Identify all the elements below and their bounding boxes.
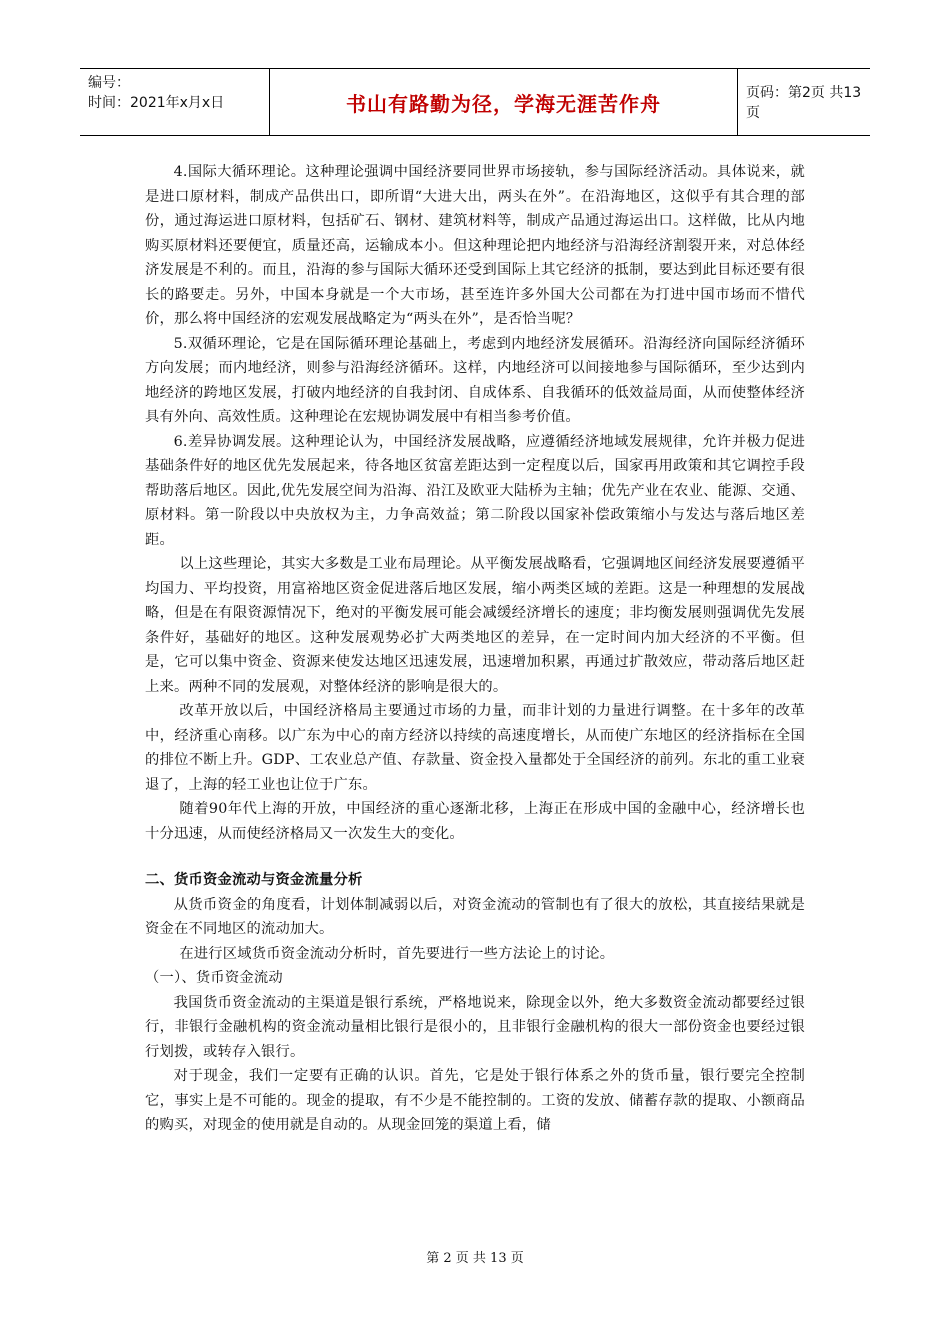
number-label: 编号： [88,75,130,91]
paragraph-international-cycle: 4.国际大循环理论。这种理论强调中国经济要同世界市场接轨，参与国际经济活动。具体说来，就是进口原材料，制成产品供出口，即所谓“大进大出，两头在外”。在沿海地区，这似乎有其合理的部份，通过海运进口原材料，包括矿石、钢材、建筑材料等，制成产品通过海运出口。这样做，比从内地购买原材料还要便宜，质量还高，运输成本小。但这种理论把内地经济与沿海经济割裂开来，对总体经济发展是不利的。而且，沿海的参与国际大循环还受到国际上其它经济的抵制，要达到此目标还要有很长的路要走。另外，中国本身就是一个大市场，甚至连许多外国大公司都在为打进中国市场而不惜代价，那么将中国经济的宏观发展战略定为“两头在外”，是否恰当呢？ [145,164,805,327]
paragraph-shanghai-opening: 随着90年代上海的开放，中国经济的重心逐渐北移，上海正在形成中国的金融中心，经济增长也十分迅速，从而使经济格局又一次发生大的变化。 [145,801,805,842]
paragraph-cash: 对于现金，我们一定要有正确的认识。首先，它是处于银行体系之外的货币量，银行要完全控制它，事实上是不可能的。现金的提取，有不少是不能控制的。工资的发放、储蓄存款的提取、小额商品的购买，对现金的使用就是自动的。从现金回笼的渠道上看，储 [145,1068,805,1133]
motto-text: 书山有路勤为径，学海无涯苦作舟 [346,91,661,116]
page-header [80,68,870,136]
paragraph-methodology: 在进行区域货币资金流动分析时，首先要进行一些方法论上的讨论。 [179,945,615,962]
header-meta [80,69,270,135]
paragraph-dual-cycle: 5.双循环理论，它是在国际循环理论基础上，考虑到内地经济发展循环。沿海经济向国际经济循环方向发展；而内地经济，则参与沿海经济循环。这样，内地经济可以间接地参与国际循环，至少达到内地经济的跨地区发展，打破内地经济的自我封闭、自成体系、自我循环的低效益局面，从而使整体经济具有外向、高效性质。这种理论在宏规协调发展中有相当参考价值。 [145,335,805,425]
section-title: 二、货币资金流动与资金流量分析 [145,872,363,888]
paragraph-capital-flow-intro: 从货币资金的角度看，计划体制减弱以后，对资金流动的管制也有了很大的放松，其直接结果就是资金在不同地区的流动加大。 [145,896,805,937]
document-body [145,160,805,1138]
paragraph-industrial-layout: 以上这些理论，其实大多数是工业布局理论。从平衡发展战略看，它强调地区间经济发展要遵循平均国力、平均投资，用富裕地区资金促进落后地区发展，缩小两类区域的差距。这是一种理想的发展战略，但是在有限资源情况下，绝对的平衡发展可能会减缓经济增长的速度；非均衡发展则强调优先发展条件好，基础好的地区。这种发展观势必扩大两类地区的差异，在一定时间内加大经济的不平衡。但是，它可以集中资金、资源来使发达地区迅速发展，迅速增加积累，再通过扩散效应，带动落后地区赶上来。两种不同的发展观，对整体经济的影响是很大的。 [145,556,805,695]
header-page-info [738,69,870,135]
subsection-title: （一）、货币资金流动 [145,970,283,986]
header-motto-cell [270,69,738,135]
paragraph-differential-development: 6.差异协调发展。这种理论认为，中国经济发展战略，应遵循经济地域发展规律，允许并极力促进基础条件好的地区优先发展起来，待各地区贫富差距达到一定程度以后，国家再用政策和其它调控手段帮助落后地区。因此,优先发展空间为沿海、沿江及欧亚大陆桥为主轴；优先产业在农业、能源、交通、原材料。第一阶段以中央放权为主，力争高效益；第二阶段以国家补偿政策缩小与发达与落后地区差距。 [145,433,805,548]
paragraph-banking-channel: 我国货币资金流动的主渠道是银行系统，严格地说来，除现金以外，绝大多数资金流动都要经过银行，非银行金融机构的资金流动量相比银行是很小的，且非银行金融机构的很大一部份资金也要经过银行划拨，或转存入银行。 [145,994,805,1060]
paragraph-reform-opening: 改革开放以后，中国经济格局主要通过市场的力量，而非计划的力量进行调整。在十多年的改革中，经济重心南移。以广东为中心的南方经济以持续的高速度增长，从而使广东地区的经济指标在全国的排位不断上升。GDP、工农业总产值、存款量、资金投入量都处于全国经济的前列。东北的重工业衰退了，上海的轻工业也让位于广东。 [145,703,805,793]
page-info-text: 页码：第2页 共13页 [746,85,862,121]
time-label: 时间：2021年x月x日 [88,95,225,111]
page-footer: 第 2 页 共 13 页 [426,1251,524,1266]
